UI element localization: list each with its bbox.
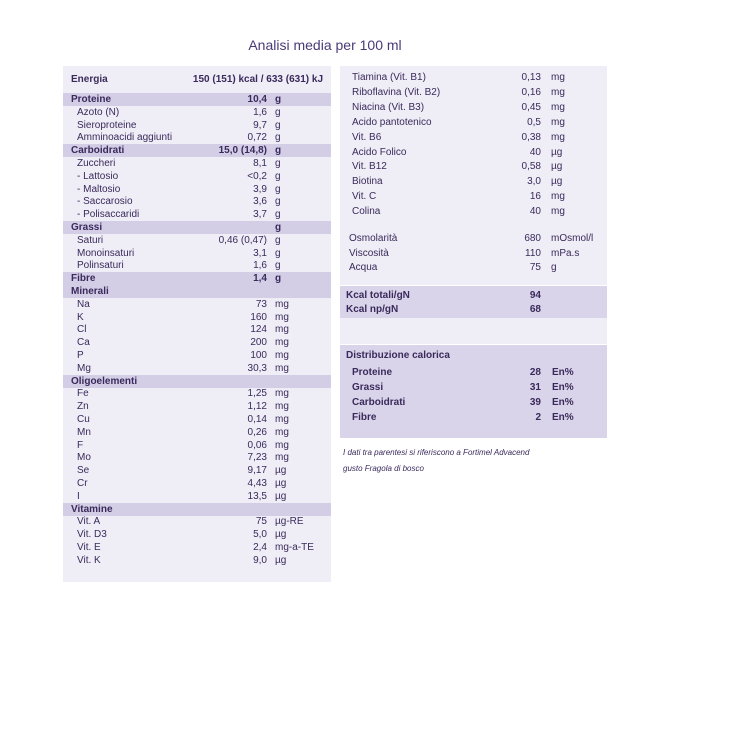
nutrient-value: 3,7 (253, 209, 267, 221)
nutrient-name: - Lattosio (77, 170, 119, 182)
nutrient-unit: g (275, 247, 281, 259)
nutrient-value: 3,6 (253, 196, 267, 208)
nutrient-unit: g (275, 273, 282, 285)
kcal-ratio-table (340, 286, 607, 318)
nutrient-value: 10,4 (247, 94, 267, 105)
nutrient-value: 1,6 (253, 106, 267, 118)
nutrient-name: Niacina (Vit. B3) (352, 101, 425, 113)
nutrient-name: Tiamina (Vit. B1) (352, 72, 426, 83)
nutrient-value: 0,38 (521, 131, 541, 143)
nutrient-value: 73 (255, 298, 267, 310)
distribution-heading: Distribuzione calorica (346, 350, 450, 361)
nutrient-name: Zn (77, 401, 89, 413)
nutrient-unit: mg (275, 324, 289, 336)
nutrient-value: 3,0 (527, 176, 541, 188)
nutrient-row (63, 387, 331, 400)
property-row (340, 261, 607, 274)
nutrient-name: - Saccarosio (77, 196, 133, 208)
nutrient-value: 0,46 (0,47) (218, 234, 267, 246)
nutrient-name: - Polisaccaridi (77, 209, 140, 221)
nutrient-value: 0,45 (521, 101, 541, 113)
section-header-row (63, 93, 331, 106)
nutrient-name: Vit. C (352, 191, 377, 203)
nutrient-row (63, 413, 331, 426)
nutrient-row (340, 116, 607, 129)
nutrient-unit: mg (275, 426, 289, 438)
nutrient-unit: g (551, 262, 557, 273)
nutrient-name: Sieroproteine (77, 119, 137, 131)
nutrient-value: 3,9 (253, 183, 267, 195)
nutrient-name: Kcal totali/gN (346, 290, 410, 301)
nutrient-value: 9,0 (253, 554, 267, 566)
nutrient-unit: En% (552, 397, 574, 408)
nutrient-name: Acido Folico (352, 146, 407, 158)
nutrient-unit: g (275, 106, 281, 118)
nutrient-value: 160 (250, 311, 267, 323)
caloric-distribution-table (340, 345, 607, 438)
nutrient-row (63, 541, 331, 554)
nutrient-row (63, 323, 331, 336)
nutrient-unit: µg (275, 490, 287, 502)
nutrient-name: Cl (77, 324, 87, 336)
nutrient-name: Vit. K (77, 554, 101, 566)
page-title: Analisi media per 100 ml (248, 37, 402, 53)
nutrient-value: 2 (535, 412, 541, 423)
nutrient-unit: mPa.s (551, 247, 580, 259)
nutrient-unit: mg (551, 101, 565, 113)
nutrient-value: 15,0 (14,8) (218, 145, 267, 157)
nutrient-row (340, 146, 607, 159)
nutrient-name: Vit. D3 (77, 529, 107, 541)
nutrient-row (340, 71, 607, 84)
kcal-row (340, 303, 607, 316)
nutrient-name: Vitamine (71, 503, 113, 515)
nutrient-name: Carboidrati (71, 145, 125, 157)
nutrient-unit: g (275, 158, 281, 169)
nutrient-row (340, 101, 607, 114)
nutrient-unit: En% (552, 412, 574, 423)
nutrient-value: 75 (529, 262, 541, 273)
nutrient-value: 39 (529, 397, 541, 408)
nutrient-value: 3,1 (253, 247, 267, 259)
nutrient-value: 100 (250, 350, 267, 361)
nutrient-value: 1,6 (253, 260, 267, 272)
nutrient-name: Kcal np/gN (346, 304, 399, 315)
nutrient-unit: µg (551, 146, 563, 158)
nutrient-unit: mg (275, 452, 289, 464)
nutrient-unit: mg (275, 439, 289, 451)
nutrient-value: 124 (250, 324, 267, 336)
nutrient-value: 110 (525, 247, 541, 259)
nutrient-value: 94 (529, 290, 541, 301)
nutrient-unit: g (275, 260, 281, 272)
nutrient-value: 0,72 (247, 132, 267, 144)
nutrient-row (63, 298, 331, 311)
nutrient-row (63, 426, 331, 439)
nutrient-name: Vit. E (77, 542, 101, 553)
property-row (340, 232, 607, 245)
section-header-row (63, 503, 331, 516)
distribution-row (340, 366, 607, 379)
nutrient-unit: mg (275, 298, 289, 310)
nutrient-row (63, 362, 331, 375)
nutrient-unit: µg (275, 465, 287, 477)
nutrient-unit: mg (551, 116, 565, 128)
nutrient-name: Osmolarità (349, 233, 398, 244)
nutrient-value: 1,4 (253, 273, 267, 285)
nutrient-name: Proteine (71, 94, 112, 105)
nutrient-row (63, 131, 331, 144)
nutrient-row (63, 439, 331, 452)
nutrient-row (63, 234, 331, 247)
nutrient-value: 0,14 (247, 414, 267, 425)
nutrient-unit: µg (275, 554, 287, 566)
nutrient-name: Cr (77, 478, 88, 489)
property-row (340, 247, 607, 260)
nutrient-value: 0,16 (521, 86, 541, 98)
nutrient-row (63, 349, 331, 362)
nutrient-value: 200 (250, 337, 267, 349)
nutrient-row (340, 131, 607, 144)
nutrient-value: 9,17 (247, 465, 267, 477)
nutrient-value: 5,0 (253, 529, 267, 541)
footnote-line-1: I dati tra parentesi si riferiscono a Fortimel Advacend (343, 448, 530, 457)
nutrient-row (63, 119, 331, 132)
nutrient-name: K (77, 311, 84, 323)
nutrient-value: 28 (529, 367, 541, 378)
nutrient-unit: mg (551, 72, 565, 83)
nutrient-unit: g (275, 183, 281, 195)
nutrient-name: P (77, 350, 84, 361)
nutrient-value: 1,25 (247, 388, 267, 400)
nutrient-name: Zuccheri (77, 158, 116, 169)
nutrient-unit: mOsmol/l (551, 233, 594, 244)
nutrient-unit: mg (275, 311, 289, 323)
nutrient-row (63, 477, 331, 490)
nutrient-unit: mg (551, 206, 565, 218)
nutrient-value: 7,23 (247, 452, 267, 464)
nutrient-name: Na (77, 298, 90, 310)
nutrient-unit: mg (275, 388, 289, 400)
nutrition-table-right (340, 66, 607, 285)
nutrient-unit: mg (275, 414, 289, 425)
nutrient-name: Fibre (71, 273, 96, 285)
nutrient-name: F (77, 439, 84, 451)
distribution-heading-row (340, 349, 607, 362)
nutrient-unit: En% (552, 382, 574, 393)
section-header-row (63, 375, 331, 388)
nutrient-name: Acqua (349, 262, 378, 273)
nutrient-name: Azoto (N) (77, 106, 120, 118)
nutrient-unit: g (275, 119, 281, 131)
nutrient-name: I (77, 490, 80, 502)
kcal-row (340, 289, 607, 302)
nutrient-value: 4,43 (247, 478, 267, 489)
nutrient-row (340, 160, 607, 173)
section-header-row (63, 285, 331, 298)
nutrient-name: Amminoacidi aggiunti (77, 132, 173, 144)
nutrient-row (340, 205, 607, 218)
nutrient-value: 31 (529, 382, 541, 393)
nutrient-row (63, 464, 331, 477)
nutrient-unit: g (275, 234, 281, 246)
nutrient-name: Polinsaturi (77, 260, 124, 272)
nutrient-name: Colina (352, 206, 381, 218)
nutrient-name: Vit. B6 (352, 131, 382, 143)
nutrient-value: 0,5 (527, 116, 541, 128)
nutrient-value: 0,06 (247, 439, 267, 451)
nutrient-row (63, 311, 331, 324)
nutrient-value: 9,7 (253, 119, 267, 131)
energy-label: Energia (71, 74, 108, 85)
nutrient-unit: En% (552, 367, 574, 378)
nutrient-name: Ca (77, 337, 90, 349)
nutrient-name: Oligoelementi (71, 375, 138, 387)
energy-value: 150 (151) kcal / 633 (631) kJ (192, 74, 323, 85)
nutrient-name: Monoinsaturi (77, 247, 135, 259)
nutrient-row (63, 554, 331, 567)
nutrient-unit: g (275, 132, 281, 144)
energy-row (63, 73, 331, 86)
distribution-row (340, 396, 607, 409)
nutrient-value: 16 (529, 191, 541, 203)
nutrient-value: 40 (529, 206, 541, 218)
distribution-row (340, 381, 607, 394)
nutrient-unit: mg (275, 337, 289, 349)
nutrition-table-left (63, 66, 331, 582)
nutrient-row (63, 490, 331, 503)
section-header-row (63, 144, 331, 157)
nutrient-name: Se (77, 465, 90, 477)
nutrient-row (63, 259, 331, 272)
nutrient-value: <0,2 (247, 170, 267, 182)
nutrient-row (63, 528, 331, 541)
nutrient-name: Cu (77, 414, 90, 425)
nutrient-unit: µg (551, 176, 563, 188)
nutrient-unit: g (275, 196, 281, 208)
nutrient-row (63, 515, 331, 528)
nutrient-value: 75 (255, 516, 267, 528)
nutrient-unit: mg-a-TE (275, 542, 314, 553)
nutrient-name: Saturi (77, 234, 104, 246)
nutrient-unit: µg (275, 529, 287, 541)
nutrient-unit: µg (275, 478, 287, 489)
nutrient-row (63, 400, 331, 413)
nutrient-name: Fe (77, 388, 89, 400)
nutrient-row (63, 157, 331, 170)
nutrient-unit: g (275, 94, 282, 105)
footnote-line-2: gusto Fragola di bosco (343, 464, 424, 473)
nutrient-value: 68 (529, 304, 541, 315)
nutrient-row (340, 175, 607, 188)
nutrient-value: 680 (524, 233, 541, 244)
nutrient-name: Minerali (71, 286, 109, 297)
nutrient-row (63, 170, 331, 183)
nutrient-unit: g (275, 222, 282, 233)
nutrient-name: Grassi (352, 382, 384, 393)
nutrient-value: 1,12 (247, 401, 267, 413)
section-header-row (63, 221, 331, 234)
nutrient-name: - Maltosio (77, 183, 121, 195)
nutrient-name: Riboflavina (Vit. B2) (352, 86, 441, 98)
nutrient-row (63, 247, 331, 260)
nutrient-unit: mg (275, 401, 289, 413)
nutrient-value: 40 (529, 146, 541, 158)
nutrient-name: Proteine (352, 367, 393, 378)
nutrient-name: Fibre (352, 412, 377, 423)
nutrient-row (340, 190, 607, 203)
nutrient-row (340, 86, 607, 99)
nutrient-row (63, 208, 331, 221)
nutrient-unit: g (275, 145, 282, 157)
nutrient-unit: mg (551, 131, 565, 143)
nutrient-unit: mg (275, 362, 289, 374)
nutrient-row (63, 183, 331, 196)
nutrient-unit: g (275, 209, 281, 221)
nutrient-value: 2,4 (253, 542, 267, 553)
section-header-row (63, 272, 331, 285)
nutrient-value: 30,3 (247, 362, 267, 374)
nutrient-row (63, 451, 331, 464)
nutrient-unit: g (275, 170, 281, 182)
nutrient-name: Mg (77, 362, 91, 374)
nutrient-value: 0,58 (521, 161, 541, 173)
nutrient-name: Mo (77, 452, 91, 464)
nutrient-name: Viscosità (349, 247, 389, 259)
nutrient-value: 13,5 (247, 490, 267, 502)
nutrient-unit: mg (551, 191, 565, 203)
nutrient-value: 8,1 (253, 158, 267, 169)
nutrient-name: Acido pantotenico (352, 116, 432, 128)
nutrient-value: 0,13 (521, 72, 541, 83)
nutrient-name: Carboidrati (352, 397, 406, 408)
nutrient-row (63, 106, 331, 119)
nutrient-row (63, 336, 331, 349)
nutrient-unit: mg (275, 350, 289, 361)
distribution-row (340, 411, 607, 424)
nutrient-name: Grassi (71, 222, 103, 233)
nutrient-name: Vit. A (77, 516, 101, 528)
nutrient-name: Biotina (352, 176, 383, 188)
nutrient-name: Vit. B12 (352, 161, 387, 173)
nutrient-unit: µg (551, 161, 563, 173)
nutrient-name: Mn (77, 426, 91, 438)
nutrient-unit: µg-RE (275, 516, 304, 528)
spacer-panel (340, 318, 607, 344)
nutrient-row (63, 195, 331, 208)
nutrient-value: 0,26 (247, 426, 267, 438)
nutrient-unit: mg (551, 86, 565, 98)
